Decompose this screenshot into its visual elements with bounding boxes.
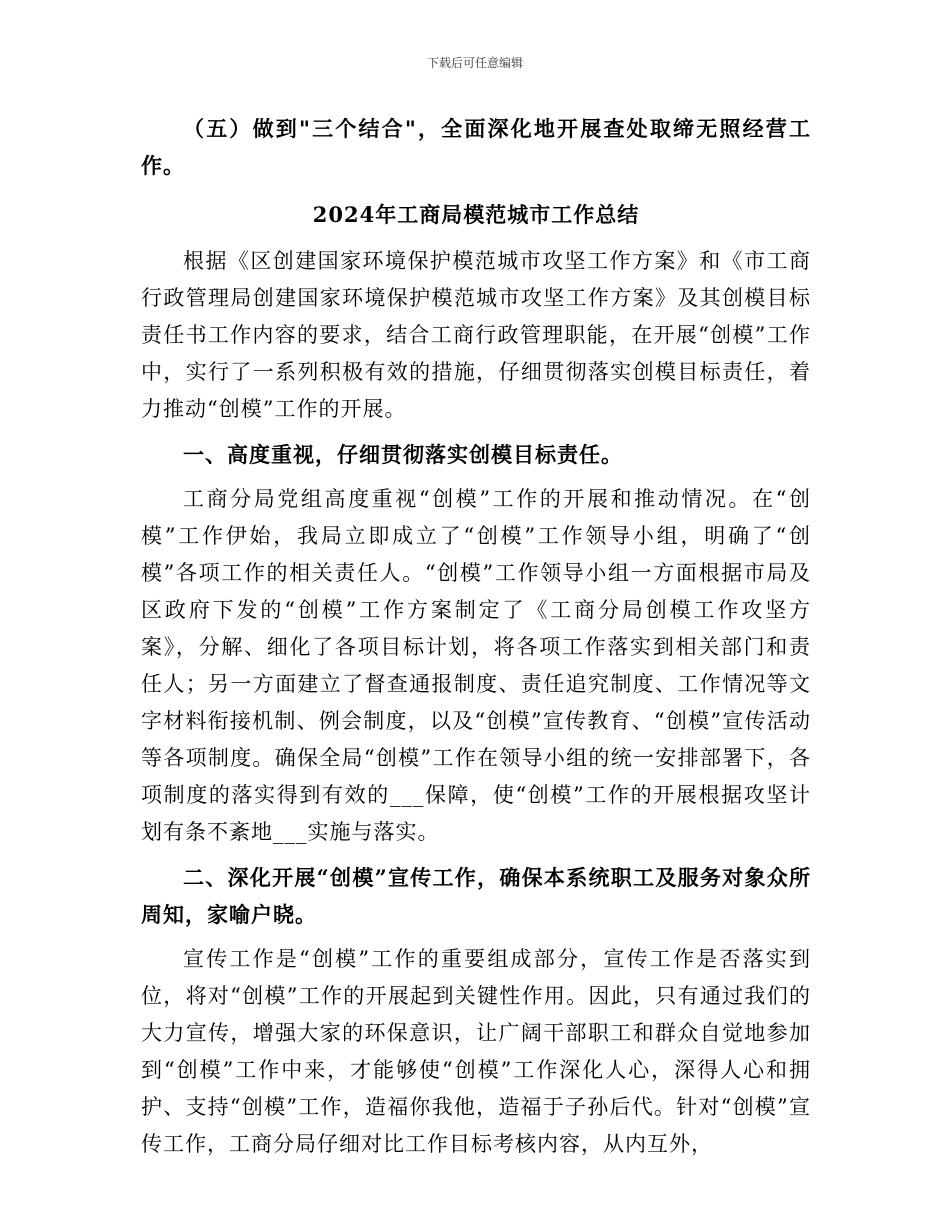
page-header: 下载后可任意编辑 xyxy=(426,56,523,70)
section-five-heading: （五）做到"三个结合"，全面深化地开展查处取缔无照经营工作。 xyxy=(141,116,811,178)
section-two-paragraph: 宣传工作是“创模”工作的重要组成部分，宣传工作是否落实到位，将对“创模”工作的开展起到关键性作用。因此，只有通过我们的大力宣传，增强大家的环保意识，让广阔干部职工和群众自觉地参加到“创模”工作中来，才能够使“创模”工作深化人心，深得人心和拥护、支持“创模”工作，造福你我他，造福于子孙后代。针对“创模”宣传工作，工商分局仔细对比工作目标考核内容，从内互外， xyxy=(141,947,811,1156)
section-two-heading: 二、深化开展“创模”宣传工作，确保本系统职工及服务对象众所周知，家喻户晓。 xyxy=(141,865,811,927)
section-one-paragraph: 工商分局党组高度重视“创模”工作的开展和推动情况。在“创模”工作伊始，我局立即成立了“创模”工作领导小组，明确了“创模”各项工作的相关责任人。“创模”工作领导小组一方面根据市局及区政府下发的“创模”工作方案制定了《工商分局创模工作攻坚方案》，分解、细化了各项目标计划，将各项工作落实到相关部门和责任人；另一方面建立了督查通报制度、责任追究制度、工作情况等文字材料衔接机制、例会制度，以及“创模”宣传教育、“创模”宣传活动等各项制度。确保全局“创模”工作在领导小组的统一安排部署下，各项制度的落实得到有效的___保障，使“创模”工作的开展根据攻坚计划有条不紊地___实施与落实。 xyxy=(141,487,811,844)
intro-paragraph: 根据《区创建国家环境保护模范城市攻坚工作方案》和《市工商行政管理局创建国家环境保护模范城市攻坚工作方案》及其创模目标责任书工作内容的要求，结合工商行政管理职能，在开展“创模”工作中，实行了一系列积极有效的措施，仔细贯彻落实创模目标责任，着力推动“创模”工作的开展。 xyxy=(141,249,811,421)
document-body xyxy=(141,110,811,1163)
document-title: 2024年工商局模范城市工作总结 xyxy=(312,202,640,227)
section-one-heading: 一、高度重视，仔细贯彻落实创模目标责任。 xyxy=(183,442,623,467)
